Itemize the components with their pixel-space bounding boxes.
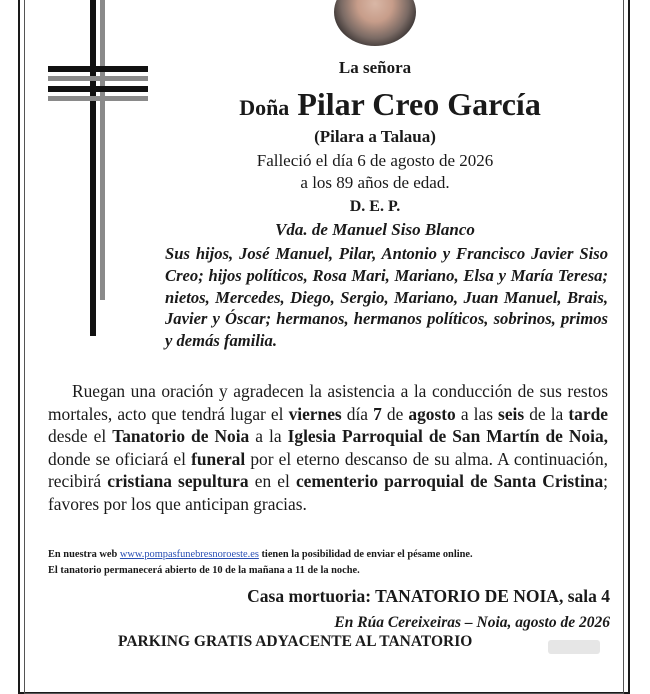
- ceremony-part: a la: [249, 426, 288, 447]
- funeral-home: [247, 586, 610, 607]
- cross-vertical-light: [100, 0, 105, 300]
- ceremony-part: en el: [248, 471, 296, 492]
- ceremony-emphasis: funeral: [191, 448, 246, 469]
- web-note: [48, 549, 608, 560]
- ceremony-part: de: [381, 403, 409, 424]
- funeral-home-label: Casa mortuoria:: [247, 586, 376, 606]
- opening-hours: El tanatorio permanecerá abierto de 10 de la mañana a 11 de la noche.: [48, 565, 360, 576]
- cross-horizontal-light: [48, 96, 148, 101]
- ceremony-part: por el eterno descanso de su alma. A continuación, recibirá: [48, 448, 609, 492]
- ceremony-part: a las: [455, 403, 499, 424]
- ceremony-emphasis: cristiana sepultura: [107, 471, 249, 492]
- ceremony-part: desde el: [48, 426, 113, 447]
- honorific: La señora: [338, 58, 412, 77]
- logo-stamp: [548, 640, 600, 654]
- ceremony-text: [48, 380, 608, 516]
- ceremony-emphasis: Iglesia Parroquial de San Martín de Noia,: [287, 426, 609, 447]
- cross-vertical-dark: [90, 0, 96, 336]
- name-text: Pilar Creo García: [297, 86, 541, 122]
- place-date: En Rúa Cereixeiras – Noia, agosto de 2026: [334, 614, 610, 631]
- website-link[interactable]: www.pompasfunebresnoroeste.es: [119, 549, 259, 560]
- ceremony-emphasis: Tanatorio de Noia: [112, 426, 250, 447]
- ceremony-part: Ruegan una oración y agradecen la asistencia a la conducción de sus restos mortales, acto que tendrá lugar el: [48, 381, 608, 424]
- deceased-name: [150, 86, 630, 123]
- ceremony-part: ; favores por los que anticipan gracias.: [48, 471, 608, 514]
- cross-horizontal-dark: [48, 86, 148, 92]
- cross-horizontal-dark: [48, 66, 148, 72]
- nickname: (Pilara a Talaua): [314, 127, 436, 146]
- name-prefix: Doña: [239, 95, 290, 120]
- cross-icon: [44, 0, 154, 340]
- ceremony-emphasis: viernes: [288, 403, 342, 424]
- ceremony-emphasis: seis: [498, 403, 525, 424]
- ceremony-emphasis: agosto: [408, 403, 456, 424]
- parking-note: PARKING GRATIS ADYACENTE AL TANATORIO: [118, 633, 473, 650]
- rip: D. E. P.: [349, 198, 401, 215]
- cross-horizontal-light: [48, 76, 148, 81]
- ceremony-emphasis: tarde: [568, 403, 608, 424]
- age: a los 89 años de edad.: [300, 173, 450, 192]
- death-date: Falleció el día 6 de agosto de 2026: [256, 151, 494, 170]
- funeral-home-value: TANATORIO DE NOIA, sala 4: [375, 586, 610, 606]
- ceremony-emphasis: 7: [373, 403, 382, 424]
- web-note-suffix: tienen la posibilidad de enviar el pésame online.: [258, 549, 473, 560]
- ceremony-part: de la: [524, 403, 569, 424]
- ceremony-part: donde se oficiará el: [48, 448, 192, 469]
- widow-of: Vda. de Manuel Siso Blanco: [275, 220, 475, 239]
- family-list: Sus hijos, José Manuel, Pilar, Antonio y Francisco Javier Siso Creo; hijos políticos, Rosa Mari, Mariano, Elsa y María Teresa; nietos, Mercedes, Diego, Sergio, Mariano, Juan Manuel, Brais, Javier y Óscar; hermanos, hermanos políticos, sobrinos, primos y demás familia.: [165, 244, 608, 351]
- web-note-prefix: En nuestra web: [48, 549, 120, 560]
- ceremony-emphasis: cementerio parroquial de Santa Cristina: [295, 471, 604, 492]
- ceremony-part: día: [341, 403, 374, 424]
